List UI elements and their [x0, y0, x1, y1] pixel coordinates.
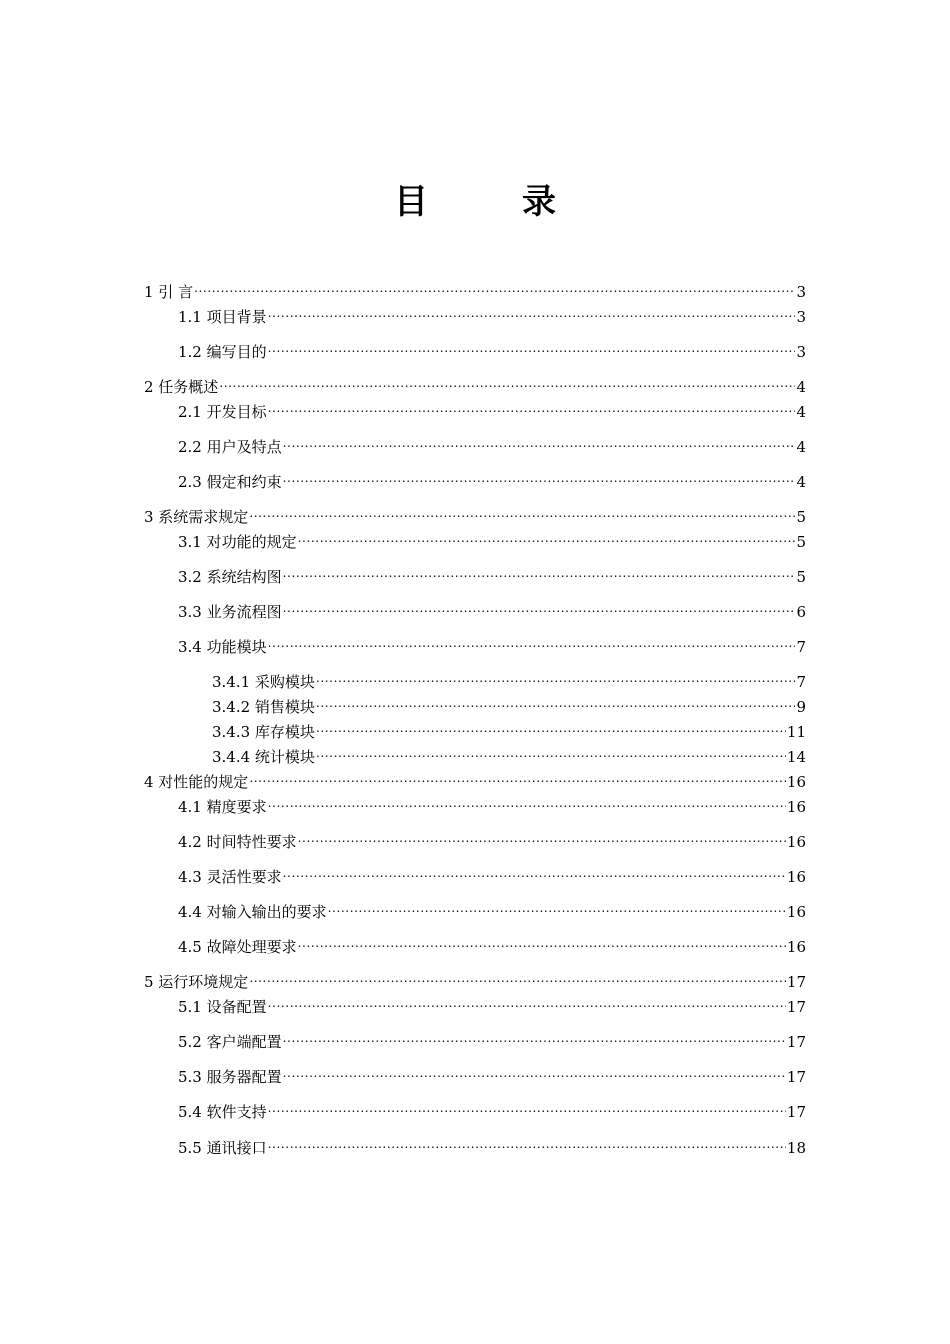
- toc-entry-page: 16: [786, 868, 806, 886]
- toc-leader-dots: [316, 717, 786, 737]
- toc-entry[interactable]: [212, 717, 806, 741]
- toc-entry-label: 5.5 通讯接口: [178, 1139, 267, 1157]
- toc-entry-label: 2.2 用户及特点: [178, 438, 282, 456]
- toc-entry-page: 3: [796, 283, 806, 301]
- toc-entry[interactable]: [144, 967, 806, 991]
- toc-entry[interactable]: [178, 1097, 806, 1121]
- toc-entry-label: 2 任务概述: [144, 378, 219, 396]
- toc-leader-dots: [298, 527, 796, 547]
- toc-entry-label: 5.3 服务器配置: [178, 1068, 282, 1086]
- toc-entry-page: 17: [786, 1033, 806, 1051]
- toc-leader-dots: [298, 827, 786, 847]
- toc-entry-page: 9: [796, 698, 806, 716]
- toc-leader-dots: [298, 932, 786, 952]
- toc-entry-page: 17: [786, 1068, 806, 1086]
- toc-entry-page: 16: [786, 938, 806, 956]
- page-title: 目 录: [394, 182, 586, 222]
- toc-entry-page: 18: [786, 1139, 806, 1157]
- toc-entry[interactable]: [178, 827, 806, 851]
- toc-entry[interactable]: [178, 632, 806, 656]
- toc-entry-page: 4: [796, 438, 806, 456]
- toc-leader-dots: [268, 337, 796, 357]
- toc-leader-dots: [316, 667, 796, 687]
- toc-entry-label: 4.5 故障处理要求: [178, 938, 297, 956]
- toc-entry-page: 16: [786, 773, 806, 791]
- toc-entry-label: 3.4.3 库存模块: [212, 723, 315, 741]
- toc-entry[interactable]: [144, 277, 806, 301]
- toc-entry[interactable]: [144, 767, 806, 791]
- toc-leader-dots: [268, 992, 786, 1012]
- toc-entry-label: 1.1 项目背景: [178, 308, 267, 326]
- toc-entry-label: 1 引 言: [144, 283, 194, 301]
- toc-leader-dots: [283, 597, 796, 617]
- toc-entry-label: 3.2 系统结构图: [178, 568, 282, 586]
- toc-leader-dots: [268, 632, 796, 652]
- toc-entry[interactable]: [178, 992, 806, 1016]
- toc-leader-dots: [219, 372, 795, 392]
- toc-entry[interactable]: [178, 597, 806, 621]
- toc-entry-label: 5.2 客户端配置: [178, 1033, 282, 1051]
- toc-entry-page: 4: [796, 378, 806, 396]
- toc-leader-dots: [283, 432, 796, 452]
- toc-entry-page: 14: [786, 748, 806, 766]
- toc-leader-dots: [268, 792, 786, 812]
- toc-entry-label: 3.3 业务流程图: [178, 603, 282, 621]
- toc-entry-label: 3.4.2 销售模块: [212, 698, 315, 716]
- toc-entry[interactable]: [178, 862, 806, 886]
- toc-entry-page: 7: [796, 638, 806, 656]
- toc-entry-label: 4.2 时间特性要求: [178, 833, 297, 851]
- toc-entry[interactable]: [212, 692, 806, 716]
- toc-entry[interactable]: [212, 742, 806, 766]
- toc-entry-page: 17: [786, 973, 806, 991]
- toc-entry[interactable]: [178, 432, 806, 456]
- toc-entry-label: 1.2 编写目的: [178, 343, 267, 361]
- toc-entry-page: 11: [786, 723, 806, 741]
- toc-leader-dots: [268, 1133, 786, 1153]
- toc-entry-page: 17: [786, 998, 806, 1016]
- toc-entry-page: 3: [796, 343, 806, 361]
- toc-entry[interactable]: [178, 1062, 806, 1086]
- toc-leader-dots: [316, 692, 796, 712]
- toc-leader-dots: [249, 767, 786, 787]
- toc-entry-label: 3.1 对功能的规定: [178, 533, 297, 551]
- toc-entry-page: 5: [796, 533, 806, 551]
- toc-entry[interactable]: [178, 302, 806, 326]
- toc-leader-dots: [283, 862, 786, 882]
- toc-entry-label: 5.1 设备配置: [178, 998, 267, 1016]
- toc-leader-dots: [268, 397, 796, 417]
- toc-entry[interactable]: [144, 502, 806, 526]
- toc-leader-dots: [268, 1097, 786, 1117]
- toc-entry[interactable]: [178, 932, 806, 956]
- toc-entry-page: 7: [796, 673, 806, 691]
- toc-leader-dots: [194, 277, 795, 297]
- toc-leader-dots: [283, 1027, 786, 1047]
- toc-entry-label: 3 系统需求规定: [144, 508, 249, 526]
- toc-entry[interactable]: [178, 792, 806, 816]
- toc-entry-page: 17: [786, 1103, 806, 1121]
- toc-entry-page: 4: [796, 403, 806, 421]
- toc-entry[interactable]: [144, 372, 806, 396]
- toc-entry-label: 4.4 对输入输出的要求: [178, 903, 327, 921]
- toc-leader-dots: [316, 742, 786, 762]
- toc-entry[interactable]: [178, 562, 806, 586]
- toc-entry-label: 3.4 功能模块: [178, 638, 267, 656]
- toc-entry[interactable]: [178, 467, 806, 491]
- toc-entry[interactable]: [178, 897, 806, 921]
- toc-entry-label: 2.3 假定和约束: [178, 473, 282, 491]
- toc-leader-dots: [268, 302, 796, 322]
- toc-entry-page: 5: [796, 508, 806, 526]
- toc-entry[interactable]: [178, 337, 806, 361]
- toc-leader-dots: [249, 502, 795, 522]
- toc-entry-label: 4.1 精度要求: [178, 798, 267, 816]
- toc-entry[interactable]: [212, 667, 806, 691]
- toc-leader-dots: [328, 897, 786, 917]
- toc-entry-page: 5: [796, 568, 806, 586]
- toc-entry-page: 6: [796, 603, 806, 621]
- toc-entry-label: 5.4 软件支持: [178, 1103, 267, 1121]
- toc-entry[interactable]: [178, 1027, 806, 1051]
- toc-entry-label: 2.1 开发目标: [178, 403, 267, 421]
- toc-leader-dots: [283, 467, 796, 487]
- toc-leader-dots: [283, 1062, 786, 1082]
- toc-entry-page: 16: [786, 903, 806, 921]
- toc-entry[interactable]: [178, 527, 806, 551]
- toc-entry-page: 3: [796, 308, 806, 326]
- toc-entry-label: 4 对性能的规定: [144, 773, 249, 791]
- toc-entry-page: 4: [796, 473, 806, 491]
- toc-entry-label: 5 运行环境规定: [144, 973, 249, 991]
- toc-entry[interactable]: [178, 397, 806, 421]
- toc-entry-label: 3.4.4 统计模块: [212, 748, 315, 766]
- toc-entry-page: 16: [786, 833, 806, 851]
- toc-entry-page: 16: [786, 798, 806, 816]
- toc-entry[interactable]: [178, 1133, 806, 1157]
- toc-entry-label: 4.3 灵活性要求: [178, 868, 282, 886]
- toc-leader-dots: [249, 967, 786, 987]
- toc-leader-dots: [283, 562, 796, 582]
- toc-entry-label: 3.4.1 采购模块: [212, 673, 315, 691]
